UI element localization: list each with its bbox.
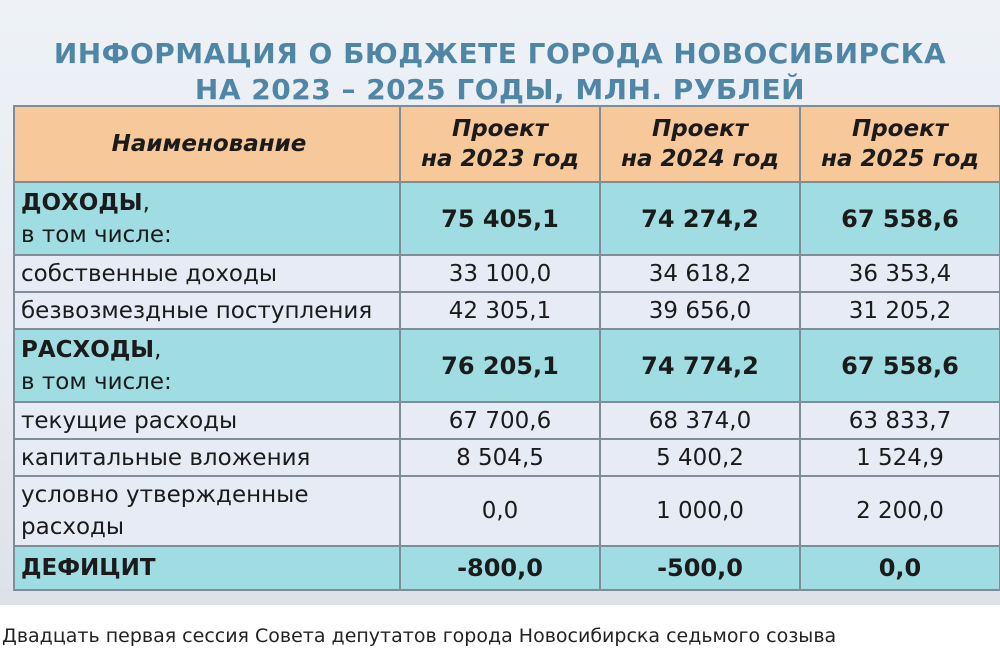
expenses-label: РАСХОДЫ	[21, 336, 155, 363]
expenses-note: в том числе:	[21, 368, 172, 395]
header-2023-line1: Проект	[451, 116, 549, 142]
income-label-cell	[14, 182, 400, 255]
expenses-2025: 67 558,6	[800, 329, 1000, 402]
income-label: ДОХОДЫ	[21, 189, 143, 216]
header-name	[14, 106, 400, 182]
budget-table	[13, 105, 1000, 591]
transfers-2023: 42 305,1	[400, 292, 600, 329]
header-2023-line2: на 2023 год	[421, 146, 579, 172]
income-2023: 75 405,1	[400, 182, 600, 255]
header-2025-line2: на 2025 год	[821, 146, 979, 172]
deficit-2025: 0,0	[800, 546, 1000, 590]
current-expenses-2023: 67 700,6	[400, 402, 600, 439]
income-2025: 67 558,6	[800, 182, 1000, 255]
conditional-2023: 0,0	[400, 476, 600, 546]
conditional-2025: 2 200,0	[800, 476, 1000, 546]
table-row-income	[14, 182, 1000, 255]
header-2024-line2: на 2024 год	[621, 146, 779, 172]
transfers-2025: 31 205,2	[800, 292, 1000, 329]
transfers-label: безвозмездные поступления	[14, 292, 400, 329]
capital-2023: 8 504,5	[400, 439, 600, 476]
capital-2025: 1 524,9	[800, 439, 1000, 476]
deficit-2024: -500,0	[600, 546, 800, 590]
deficit-label: ДЕФИЦИТ	[14, 546, 400, 590]
deficit-2023: -800,0	[400, 546, 600, 590]
header-2025	[800, 106, 1000, 182]
transfers-2024: 39 656,0	[600, 292, 800, 329]
current-expenses-2024: 68 374,0	[600, 402, 800, 439]
conditional-2024: 1 000,0	[600, 476, 800, 546]
current-expenses-label: текущие расходы	[14, 402, 400, 439]
title-line-2: НА 2023 – 2025 ГОДЫ, МЛН. РУБЛЕЙ	[194, 73, 806, 106]
capital-2024: 5 400,2	[600, 439, 800, 476]
table-row-own-income	[14, 255, 1000, 292]
expenses-2023: 76 205,1	[400, 329, 600, 402]
current-expenses-2025: 63 833,7	[800, 402, 1000, 439]
expenses-label-comma: ,	[154, 336, 162, 363]
page-title	[0, 36, 1000, 108]
header-2023	[400, 106, 600, 182]
header-2024	[600, 106, 800, 182]
own-income-2023: 33 100,0	[400, 255, 600, 292]
conditional-label: условно утвержденные расходы	[14, 476, 400, 546]
table-header-row	[14, 106, 1000, 182]
table-row-transfers	[14, 292, 1000, 329]
header-name-label: Наименование	[111, 131, 307, 157]
income-label-comma: ,	[142, 189, 150, 216]
own-income-label: собственные доходы	[14, 255, 400, 292]
income-2024: 74 274,2	[600, 182, 800, 255]
table-row-conditional	[14, 476, 1000, 546]
own-income-2025: 36 353,4	[800, 255, 1000, 292]
income-note: в том числе:	[21, 221, 172, 248]
table-row-expenses	[14, 329, 1000, 402]
image-caption: Двадцать первая сессия Совета депутатов города Новосибирска седьмого созыва	[2, 625, 837, 647]
title-line-1: ИНФОРМАЦИЯ О БЮДЖЕТЕ ГОРОДА НОВОСИБИРСКА	[53, 37, 947, 70]
header-2024-line1: Проект	[651, 116, 749, 142]
expenses-2024: 74 774,2	[600, 329, 800, 402]
table-row-current-expenses	[14, 402, 1000, 439]
expenses-label-cell	[14, 329, 400, 402]
table-row-capital	[14, 439, 1000, 476]
own-income-2024: 34 618,2	[600, 255, 800, 292]
header-2025-line1: Проект	[851, 116, 949, 142]
table-row-deficit	[14, 546, 1000, 590]
capital-label: капитальные вложения	[14, 439, 400, 476]
